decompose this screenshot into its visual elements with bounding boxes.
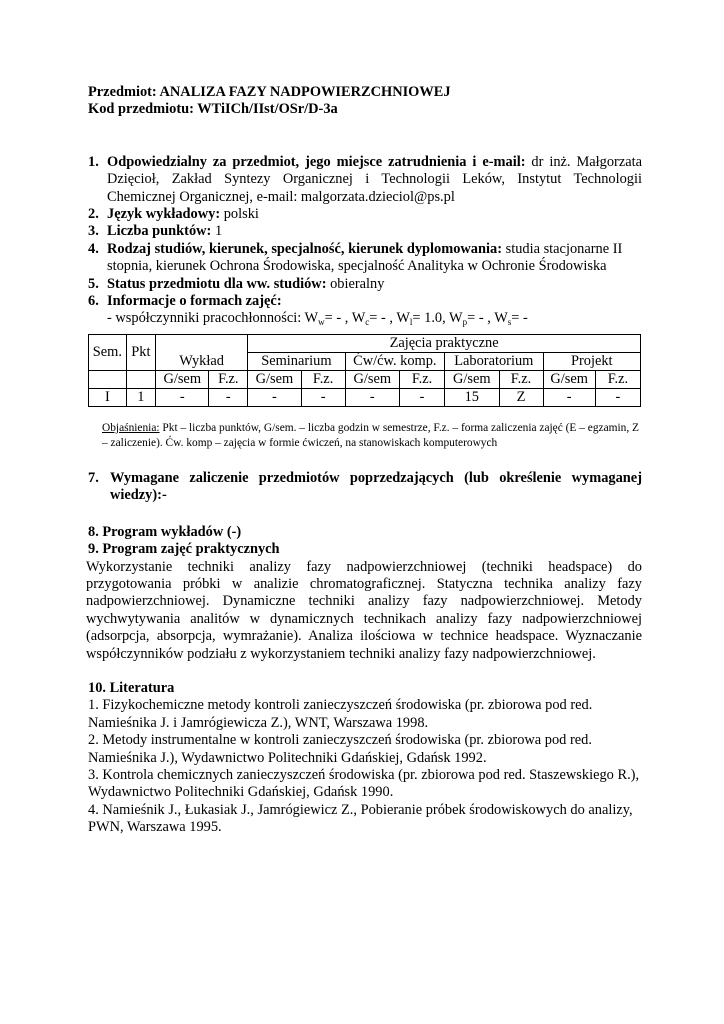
table-cell: - xyxy=(400,388,445,406)
table-cell: - xyxy=(156,388,209,406)
table-cell: 15 xyxy=(445,388,499,406)
table-cell: - xyxy=(595,388,640,406)
exercises-header: Ćw/ćw. komp. xyxy=(345,352,444,370)
gsem-header: G/sem xyxy=(248,370,301,388)
item-value: polski xyxy=(220,206,259,223)
gsem-header: G/sem xyxy=(156,370,209,388)
lecture-header: Wykład xyxy=(156,334,248,370)
table-cell: Z xyxy=(499,388,543,406)
program-text: Wykorzystanie techniki analizy fazy nadpowierzchniowej (techniki headspace) do przygotowania próbki w analizie chromatograficznej. Statyczna technika analizy fazy nadpowierzchniowej. Dynamiczne techniki analizy fazy nadpowierzchniowej. Metody wychwytywania analitów w dynamicznych technikach analizy fazy nadpowierzchniowej (adsorpcja, absorpcja, wymrażanie). Analiza ilościowa w technice headspace. Wyznaczanie współczynników podziału z wykorzystaniem techniki analizy fazy nadpowierzchniowej. xyxy=(86,558,642,662)
item-label: Odpowiedzialny za przedmiot, jego miejsce zatrudnienia i e-mail: xyxy=(107,153,526,170)
gsem-header: G/sem xyxy=(543,370,595,388)
table-cell: - xyxy=(301,388,345,406)
table-cell: - xyxy=(543,388,595,406)
subject-code: Kod przedmiotu: WTiICh/IIst/OSr/D-3a xyxy=(88,101,338,118)
item-responsible: 1. Odpowiedzialny za przedmiot, jego miejsce zatrudnienia i e-mail: dr inż. Małgorzata Dzięcioł, Zakład Syntezy Organicznej i Technologii Leków, Instytut Technologii Chemicznej Organicznej, e-mail: malgorzata.dzieciol@ps.pl xyxy=(88,153,642,205)
table-header-row xyxy=(89,334,641,352)
item-study-type: 4. Rodzaj studiów, kierunek, specjalność, kierunek dyplomowania: studia stacjonarne II stopnia, kierunek Ochrona Środowiska, specjalność Analityka w Ochronie Środowiska xyxy=(88,240,623,275)
item-language: 2. Język wykładowy: polski xyxy=(88,206,259,223)
table-cell: 1 xyxy=(126,388,155,406)
table-row xyxy=(89,388,641,406)
note-label: Objaśnienia: xyxy=(102,421,160,434)
section-practical: 9. Program zajęć praktycznych xyxy=(88,541,280,558)
classes-table xyxy=(88,334,641,407)
lab-header: Laboratorium xyxy=(445,352,543,370)
table-cell: - xyxy=(209,388,248,406)
table-subheader-row xyxy=(89,370,641,388)
literature-item: 4. Namieśnik J., Łukasiak J., Jamrógiewicz Z., Pobieranie próbek środowiskowych do analizy, PWN, Warszawa 1995. xyxy=(88,801,633,836)
coefficients-line: - współczynniki pracochłonności: $W_w=$ - , $W_c=$ - , $W_l= 1.0$, $W_p=$ - , $W_s=$ - xyxy=(107,310,528,328)
item-value: 1 xyxy=(211,223,223,240)
note-text: Pkt – liczba punktów, G/sem. – liczba godzin w semestrze, F.z. – forma zaliczenia zajęć (E – egzamin, Z – zaliczenie). Ćw. komp – zajęcia w formie ćwiczeń, na stanowiskach komputerowych xyxy=(102,421,640,450)
section-prerequisites: 7. Wymagane zaliczenie przedmiotów poprzedzających (lub określenie wymaganej wiedzy):- xyxy=(88,469,642,504)
item-label: Liczba punktów: xyxy=(107,223,212,240)
item-label: Informacje o formach zajęć: xyxy=(107,293,282,310)
literature-item: 2. Metody instrumentalne w kontroli zanieczyszczeń środowiska (pr. zbiorowa pod red. Namieśnika J.), Wydawnictwo Politechniki Gdańskiej, Gdańsk 1992. xyxy=(88,732,592,766)
practical-header: Zajęcia praktyczne xyxy=(248,334,641,352)
explanation-note xyxy=(102,421,642,452)
item-value: studia stacjonarne II stopnia, kierunek Ochrona Środowiska, specjalność Analityka w Ochronie Środowiska xyxy=(107,240,623,275)
gsem-header: G/sem xyxy=(345,370,399,388)
literature-item: 1. Fizykochemiczne metody kontroli zanieczyszczeń środowiska (pr. zbiorowa pod red. Namieśnika J. i Jamrógiewicza Z.), WNT, Warszawa 1998. xyxy=(88,697,593,731)
section-lectures: 8. Program wykładów (-) xyxy=(88,523,242,540)
sem-header: Sem. xyxy=(89,334,127,370)
document-page xyxy=(88,84,642,837)
item-forms: 6. Informacje o formach zajęć: xyxy=(88,293,282,310)
table-cell: I xyxy=(89,388,127,406)
item-points: 3. Liczba punktów: 1 xyxy=(88,223,223,240)
item-value: dr inż. Małgorzata Dzięcioł, Zakład Syntezy Organicznej i Technologii Leków, Instytut Technologii Chemicznej Organicznej, e-mail: malgorzata.dzieciol@ps.pl xyxy=(107,153,642,205)
fz-header: F.z. xyxy=(595,370,640,388)
item-label: Status przedmiotu dla ww. studiów: xyxy=(107,275,327,292)
fz-header: F.z. xyxy=(301,370,345,388)
literature-item: 3. Kontrola chemicznych zanieczyszczeń środowiska (pr. zbiorowa pod red. Staszewskiego R.), Wydawnictwo Politechniki Gdańskiej, Gdańsk 1990. xyxy=(88,766,640,801)
item-label: Język wykładowy: xyxy=(107,206,221,223)
fz-header: F.z. xyxy=(499,370,543,388)
fz-header: F.z. xyxy=(400,370,445,388)
seminar-header: Seminarium xyxy=(248,352,345,370)
item-status: 5. Status przedmiotu dla ww. studiów: obieralny xyxy=(88,275,385,292)
fz-header: F.z. xyxy=(209,370,248,388)
project-header: Projekt xyxy=(543,352,641,370)
subject-title: Przedmiot: ANALIZA FAZY NADPOWIERZCHNIOWEJ xyxy=(88,84,451,100)
item-label: Rodzaj studiów, kierunek, specjalność, kierunek dyplomowania: xyxy=(107,240,502,257)
section-literature: 10. Literatura xyxy=(88,679,175,696)
table-cell: - xyxy=(345,388,399,406)
pkt-header: Pkt xyxy=(126,334,155,370)
table-cell: - xyxy=(248,388,301,406)
gsem-header: G/sem xyxy=(445,370,499,388)
item-value: obieralny xyxy=(326,275,385,292)
